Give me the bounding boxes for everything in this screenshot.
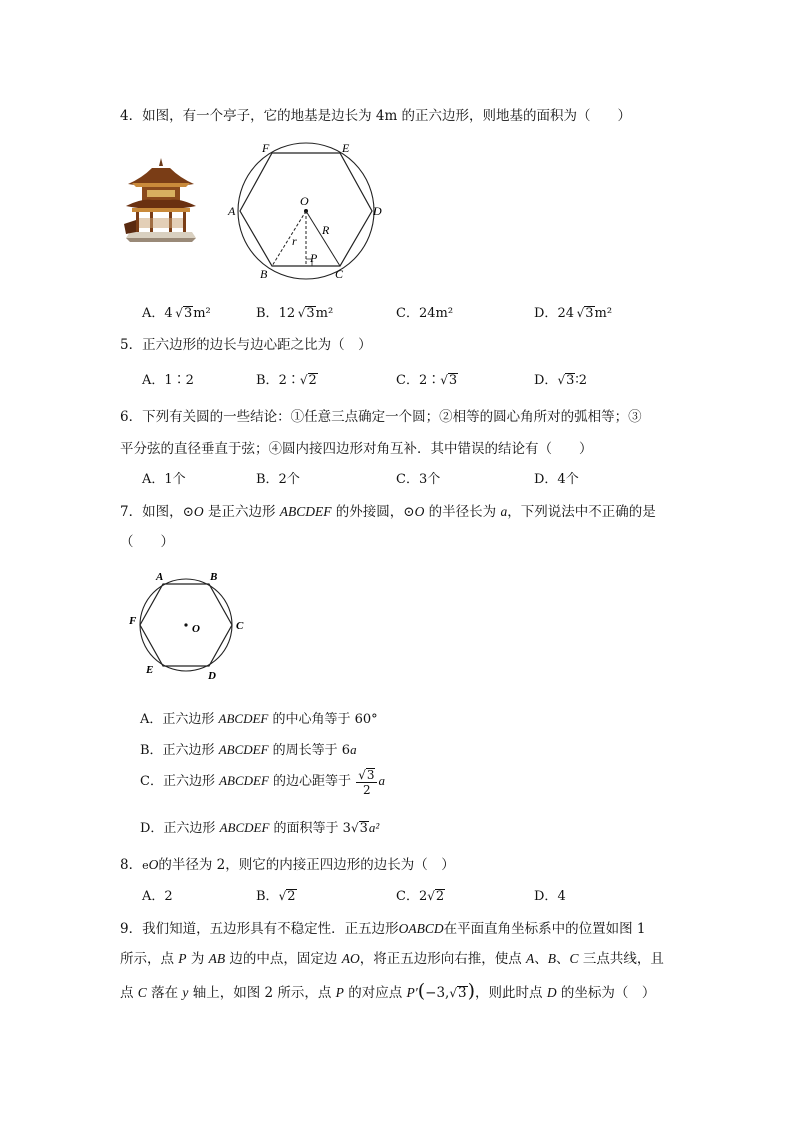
radius-r — [272, 211, 306, 266]
q7-option-a[interactable]: A．正六边形 ABCDEF 的中心角等于 60° — [140, 711, 378, 727]
q7-option-d[interactable]: D．正六边形 ABCDEF 的面积等于 3√3a² — [140, 820, 380, 836]
label-D: D — [208, 670, 216, 682]
label-A: A — [156, 571, 164, 583]
label-F: F — [129, 615, 137, 627]
q5-option-d[interactable]: D．√3∶2 — [534, 373, 588, 388]
label-D: D — [373, 204, 382, 218]
q5-option-c[interactable]: C．2∶√3 — [396, 373, 458, 388]
label-E: E — [342, 141, 350, 155]
q7-line2: （ ） — [120, 534, 174, 550]
q6-option-a[interactable]: A．1个 — [142, 472, 186, 487]
q6-option-b[interactable]: B．2个 — [256, 472, 300, 487]
label-E: E — [146, 664, 154, 676]
q5-option-b[interactable]: B．2∶√2 — [256, 373, 317, 388]
q6-line2: 平分弦的直径垂直于弦；④圆内接四边形对角互补．其中错误的结论有（ ） — [120, 441, 593, 457]
q6-option-d[interactable]: D．4个 — [534, 472, 579, 487]
label-C: C — [335, 267, 344, 281]
q4-option-a[interactable]: A．4 √3m² — [142, 306, 211, 321]
pavilion-image — [122, 156, 200, 248]
label-B: B — [210, 571, 218, 583]
q8-stem: 8．eO的半径为 2，则它的内接正四边形的边长为（ ） — [120, 857, 455, 873]
label-A: A — [228, 204, 236, 218]
q7-line1: 7．如图，⊙O 是正六边形 ABCDEF 的外接圆，⊙O 的半径长为 a，下列说法中不正确的是 — [120, 504, 656, 520]
label-O: O — [300, 194, 309, 208]
q5-option-a[interactable]: A．1∶2 — [142, 373, 194, 388]
q6-option-c[interactable]: C．3个 — [396, 472, 441, 487]
label-B: B — [260, 267, 268, 281]
label-P: P — [310, 251, 318, 265]
q9-line2: 所示，点 P 为 AB 边的中点，固定边 AO，将正五边形向右推，使点 A、B、C 三点共线，且 — [120, 951, 664, 967]
q8-option-b[interactable]: B．√2 — [256, 889, 296, 904]
q9-line3: 点 C 落在 y 轴上，如图 2 所示，点 P 的对应点 P′(−3,√3)，则此时点 D 的坐标为（ ） — [120, 980, 656, 1002]
q8-option-a[interactable]: A．2 — [142, 889, 173, 904]
label-C: C — [236, 620, 244, 632]
label-R: R — [322, 223, 330, 237]
q5-stem: 5．正六边形的边长与边心距之比为（ ） — [120, 337, 372, 353]
label-F: F — [262, 141, 270, 155]
q7-option-b[interactable]: B．正六边形 ABCDEF 的周长等于 6a — [140, 742, 357, 758]
q7-hexagon-figure — [126, 566, 252, 684]
q4-option-d[interactable]: D．24 √3m² — [534, 306, 613, 321]
q4-hexagon-figure — [226, 138, 386, 284]
q8-option-c[interactable]: C．2√2 — [396, 889, 445, 904]
q4-option-c[interactable]: C．24m² — [396, 306, 454, 321]
label-r: r — [292, 234, 297, 248]
q6-line1: 6．下列有关圆的一些结论：①任意三点确定一个圆；②相等的圆心角所对的弧相等；③ — [120, 409, 642, 425]
q9-line1: 9．我们知道，五边形具有不稳定性．正五边形OABCD在平面直角坐标系中的位置如图 1 — [120, 921, 646, 937]
center-dot — [184, 623, 187, 626]
q7-option-c[interactable]: C．正六边形 ABCDEF 的边心距等于 $\frac{√3}{2}$ a — [140, 767, 385, 797]
q8-option-d[interactable]: D．4 — [534, 889, 566, 904]
q4-option-b[interactable]: B．12 √3m² — [256, 306, 334, 321]
q4-stem: 4．如图，有一个亭子，它的地基是边长为 4m 的正六边形，则地基的面积为（ ） — [120, 108, 632, 124]
label-O: O — [192, 623, 200, 635]
